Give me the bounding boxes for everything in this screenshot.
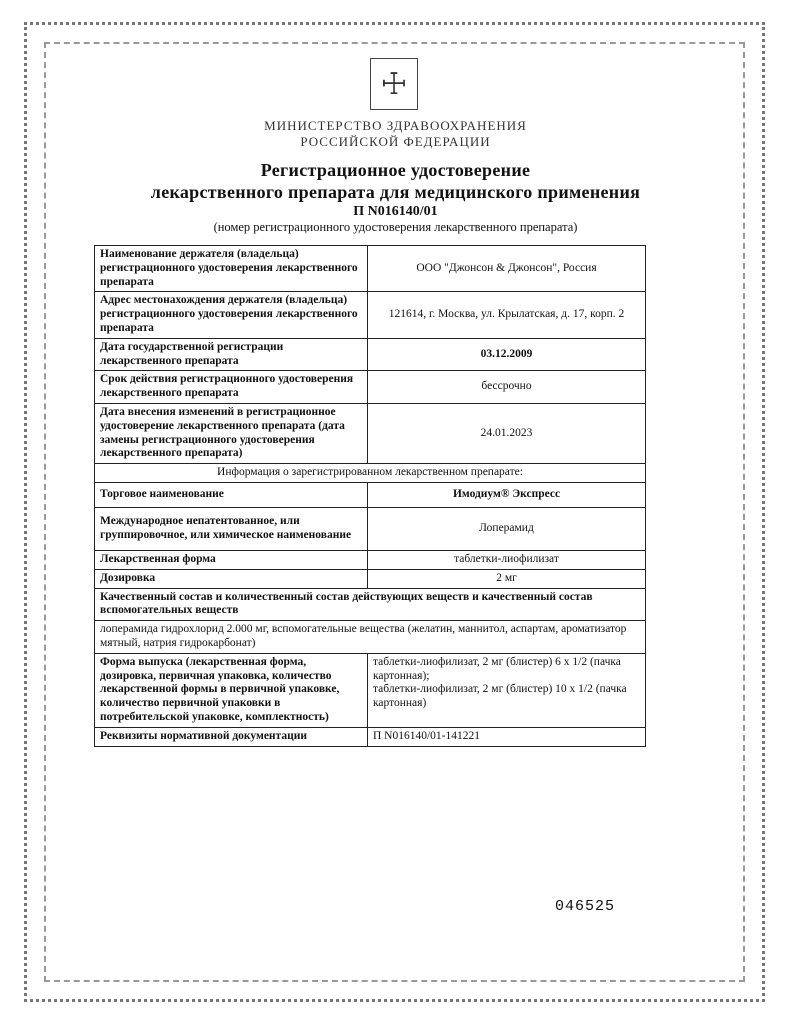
table-row xyxy=(95,292,646,338)
certificate-table xyxy=(94,245,646,747)
ministry-name-line2: РОССИЙСКОЙ ФЕДЕРАЦИИ xyxy=(300,134,491,149)
table-row xyxy=(95,569,646,588)
table-row xyxy=(95,246,646,292)
inn-value: Лоперамид xyxy=(368,507,646,550)
reg-date-value: 03.12.2009 xyxy=(368,338,646,371)
ministry-name-line1: МИНИСТЕРСТВО ЗДРАВООХРАНЕНИЯ xyxy=(264,118,527,133)
table-row xyxy=(95,482,646,507)
table-row xyxy=(95,371,646,404)
table-row xyxy=(95,653,646,727)
coat-of-arms-icon: ☩ xyxy=(370,58,418,110)
document-title-line2: лекарственного препарата для медицинского применения xyxy=(150,182,641,202)
validity-label: Срок действия регистрационного удостоверения лекарственного препарата xyxy=(95,371,368,404)
dosage-value: 2 мг xyxy=(368,569,646,588)
document-title-line1: Регистрационное удостоверение xyxy=(260,160,531,180)
release-value xyxy=(368,653,646,727)
composition-value: лоперамида гидрохлорид 2.000 мг, вспомогательные вещества (желатин, маннитол, аспартам, ароматизатор мятный, натрия гидрокарбонат) xyxy=(95,621,646,654)
trade-name-value: Имодиум® Экспресс xyxy=(368,482,646,507)
address-value: 121614, г. Москва, ул. Крылатская, д. 17, корп. 2 xyxy=(368,292,646,338)
change-date-value: 24.01.2023 xyxy=(368,403,646,463)
holder-value: ООО "Джонсон & Джонсон", Россия xyxy=(368,246,646,292)
table-row xyxy=(95,403,646,463)
release-value-line1: таблетки-лиофилизат, 2 мг (блистер) 6 x 1/2 (пачка картонная); xyxy=(373,655,621,682)
trade-name-label: Торговое наименование xyxy=(95,482,368,507)
form-label: Лекарственная форма xyxy=(95,550,368,569)
docs-value: П N016140/01-141221 xyxy=(368,727,646,746)
validity-value: бессрочно xyxy=(368,371,646,404)
table-row xyxy=(95,550,646,569)
address-label: Адрес местонахождения держателя (владельца) регистрационного удостоверения лекарственного препарата xyxy=(95,292,368,338)
registration-number: П N016140/01 xyxy=(353,204,438,219)
form-value: таблетки-лиофилизат xyxy=(368,550,646,569)
info-header: Информация о зарегистрированном лекарственном препарате: xyxy=(95,464,646,483)
dosage-label: Дозировка xyxy=(95,569,368,588)
change-date-label: Дата внесения изменений в регистрационное удостоверение лекарственного препарата (дата замены регистрационного удостоверения лекарственного препарата) xyxy=(95,403,368,463)
table-row xyxy=(95,588,646,621)
docs-label: Реквизиты нормативной документации xyxy=(95,727,368,746)
holder-label: Наименование держателя (владельца) регистрационного удостоверения лекарственного препарата xyxy=(95,246,368,292)
table-row xyxy=(95,621,646,654)
registration-number-note: (номер регистрационного удостоверения лекарственного препарата) xyxy=(213,220,578,234)
release-label: Форма выпуска (лекарственная форма, дозировка, первичная упаковка, количество лекарственной формы в первичной упаковке, количество первичной упаковки в потребительской упаковке, комплектность) xyxy=(95,653,368,727)
release-value-line2: таблетки-лиофилизат, 2 мг (блистер) 10 x 1/2 (пачка картонная) xyxy=(373,683,627,710)
composition-header: Качественный состав и количественный состав действующих веществ и качественный состав вспомогательных веществ xyxy=(95,588,646,621)
reg-date-label: Дата государственной регистрации лекарственного препарата xyxy=(95,338,368,371)
table-row xyxy=(95,727,646,746)
table-row xyxy=(95,507,646,550)
table-row xyxy=(95,338,646,371)
table-row xyxy=(95,464,646,483)
inn-label: Международное непатентованное, или группировочное, или химическое наименование xyxy=(95,507,368,550)
serial-number: 046525 xyxy=(555,898,616,915)
